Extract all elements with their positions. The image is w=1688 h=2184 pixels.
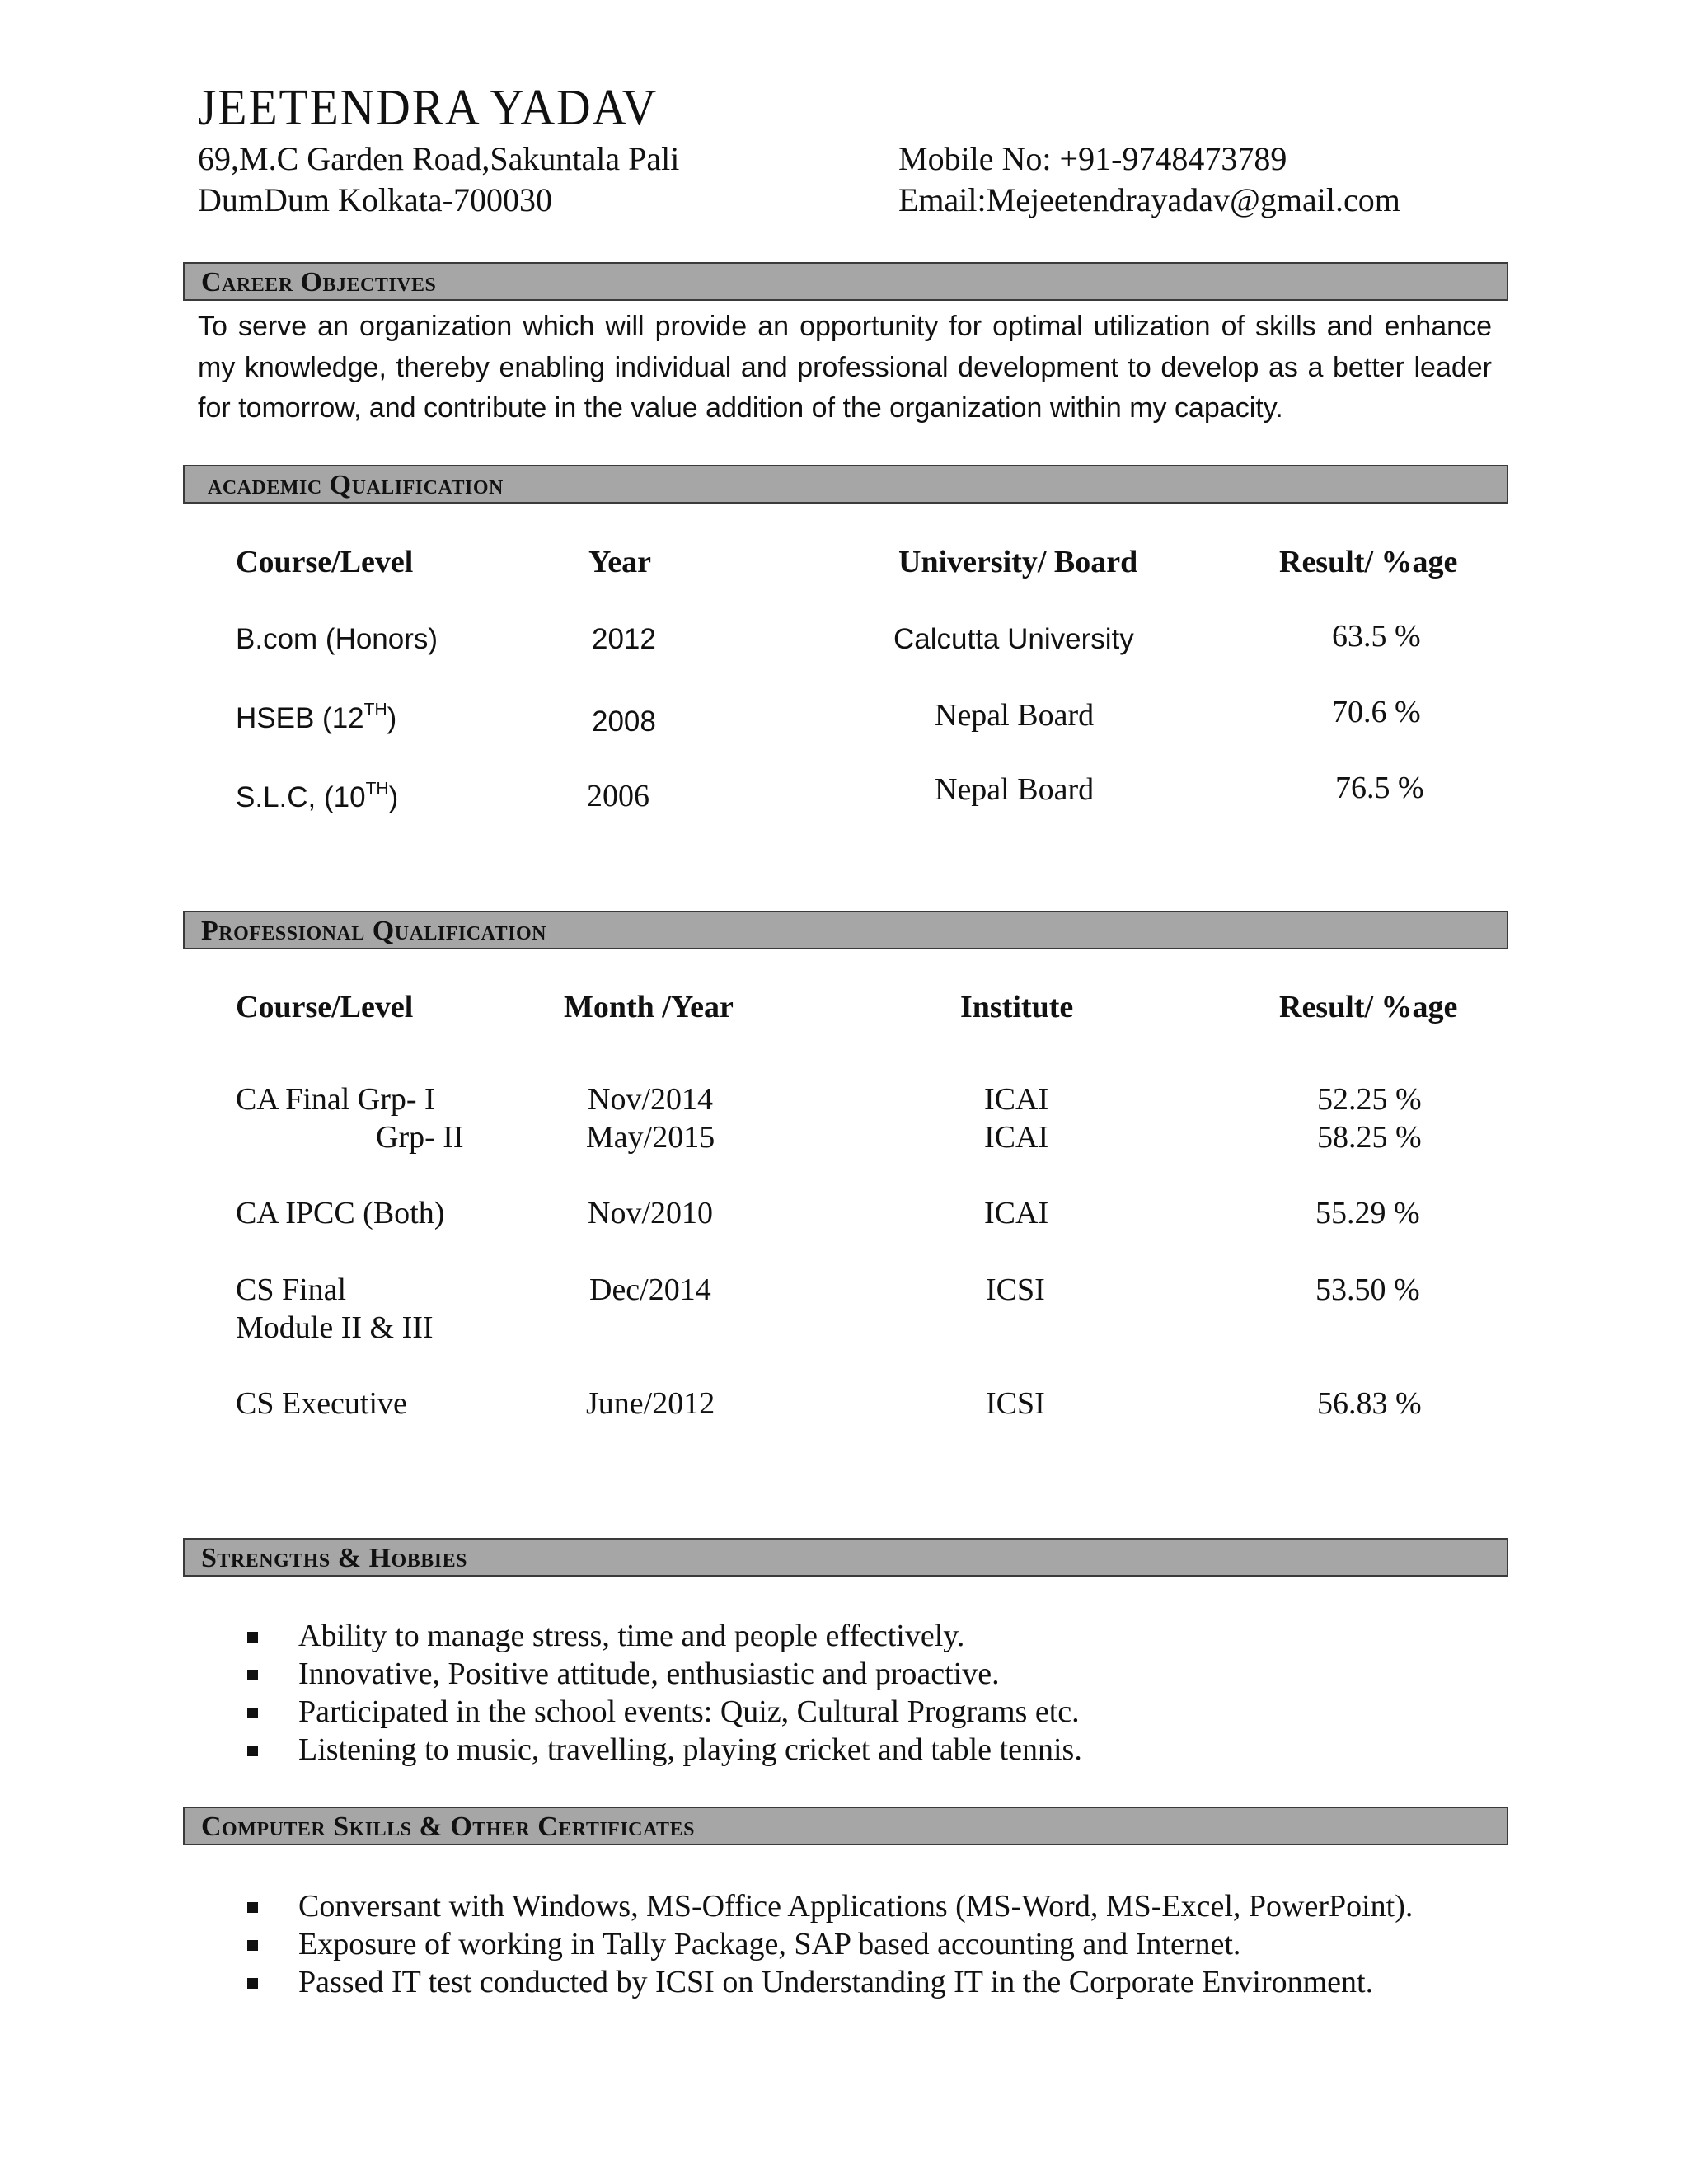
professional-col-course: Course/Level [236, 990, 414, 1024]
professional-course: CS Final [236, 1272, 347, 1307]
professional-date: Nov/2014 [588, 1082, 713, 1117]
academic-result: 76.5 % [1335, 771, 1424, 805]
mobile-number: Mobile No: +91-9748473789 [898, 140, 1287, 177]
strengths-hobbies-header [183, 1538, 1508, 1577]
strengths-hobbies-title: Strengths & Hobbies [201, 1543, 467, 1573]
bullet-square-icon [247, 1940, 258, 1951]
bullet-square-icon [247, 1746, 258, 1756]
academic-course: HSEB (12TH) [236, 700, 397, 734]
address-line-1: 69,M.C Garden Road,Sakuntala Pali [198, 140, 680, 177]
academic-board: Nepal Board [935, 772, 1095, 807]
computer-skills-header [183, 1807, 1508, 1845]
bullet-square-icon [247, 1670, 258, 1680]
professional-result: 56.83 % [1317, 1386, 1422, 1421]
bullet-square-icon [247, 1632, 258, 1643]
academic-board: Calcutta University [893, 623, 1134, 655]
professional-date: June/2012 [586, 1386, 715, 1421]
professional-institute: ICSI [986, 1386, 1045, 1421]
professional-course: Grp- II [376, 1120, 464, 1155]
professional-result: 52.25 % [1317, 1082, 1422, 1117]
professional-col-date: Month /Year [564, 990, 734, 1024]
candidate-name: JEETENDRA YADAV [198, 80, 659, 136]
academic-result: 70.6 % [1332, 695, 1421, 729]
professional-course: CA Final Grp- I [236, 1082, 435, 1117]
list-item: Conversant with Windows, MS-Office Applications (MS-Word, MS-Excel, PowerPoint). [247, 1887, 1413, 1925]
career-objectives-title: Career Objectives [201, 267, 437, 298]
list-item: Passed IT test conducted by ICSI on Understanding IT in the Corporate Environment. [247, 1963, 1413, 2001]
professional-result: 53.50 % [1315, 1272, 1420, 1307]
academic-col-course: Course/Level [236, 545, 414, 579]
professional-date: Dec/2014 [589, 1272, 711, 1307]
professional-institute: ICAI [984, 1196, 1049, 1230]
bullet-square-icon [247, 1978, 258, 1989]
professional-course: CA IPCC (Both) [236, 1196, 445, 1230]
career-objectives-header [183, 262, 1508, 301]
professional-qualification-header [183, 911, 1508, 949]
academic-board: Nepal Board [935, 698, 1095, 733]
academic-course: B.com (Honors) [236, 623, 438, 655]
list-item: Exposure of working in Tally Package, SAP based accounting and Internet. [247, 1925, 1413, 1963]
list-item: Listening to music, travelling, playing cricket and table tennis. [247, 1731, 1082, 1769]
academic-year: 2006 [587, 779, 649, 813]
academic-result: 63.5 % [1332, 619, 1421, 654]
professional-institute: ICSI [986, 1272, 1045, 1307]
academic-col-board: University/ Board [898, 545, 1138, 579]
professional-course: Module II & III [236, 1310, 434, 1345]
professional-date: Nov/2010 [588, 1196, 713, 1230]
academic-year: 2012 [592, 623, 656, 655]
academic-col-result: Result/ %age [1279, 545, 1458, 579]
strengths-list [247, 1617, 1082, 1769]
career-objectives-text: To serve an organization which will provide an opportunity for optimal utilization of skills and enhance my knowledge, thereby enabling individual and professional development to develop as a better leader for tomorrow, and contribute in the value addition of the organization within my capacity. [198, 311, 1492, 424]
academic-course: S.L.C, (10TH) [236, 779, 399, 813]
email-address: Email:Mejeetendrayadav@gmail.com [898, 181, 1400, 218]
academic-col-year: Year [588, 545, 651, 579]
bullet-square-icon [247, 1708, 258, 1718]
computer-skills-title: Computer Skills & Other Certificates [201, 1811, 695, 1842]
academic-qualification-header [183, 465, 1508, 504]
professional-institute: ICAI [984, 1082, 1049, 1117]
list-item: Innovative, Positive attitude, enthusiastic and proactive. [247, 1655, 1082, 1693]
list-item: Ability to manage stress, time and people effectively. [247, 1617, 1082, 1655]
professional-qualification-title: Professional Qualification [201, 916, 546, 946]
professional-result: 58.25 % [1317, 1120, 1422, 1155]
professional-col-result: Result/ %age [1279, 990, 1458, 1024]
professional-institute: ICAI [984, 1120, 1049, 1155]
professional-col-institute: Institute [960, 990, 1074, 1024]
bullet-square-icon [247, 1902, 258, 1913]
professional-date: May/2015 [586, 1120, 715, 1155]
academic-qualification-title: academic Qualification [208, 470, 504, 500]
list-item: Participated in the school events: Quiz, Cultural Programs etc. [247, 1693, 1082, 1731]
address-line-2: DumDum Kolkata-700030 [198, 181, 552, 218]
professional-result: 55.29 % [1315, 1196, 1420, 1230]
computer-skills-list [247, 1887, 1413, 2001]
academic-year: 2008 [592, 705, 656, 738]
professional-course: CS Executive [236, 1386, 407, 1421]
